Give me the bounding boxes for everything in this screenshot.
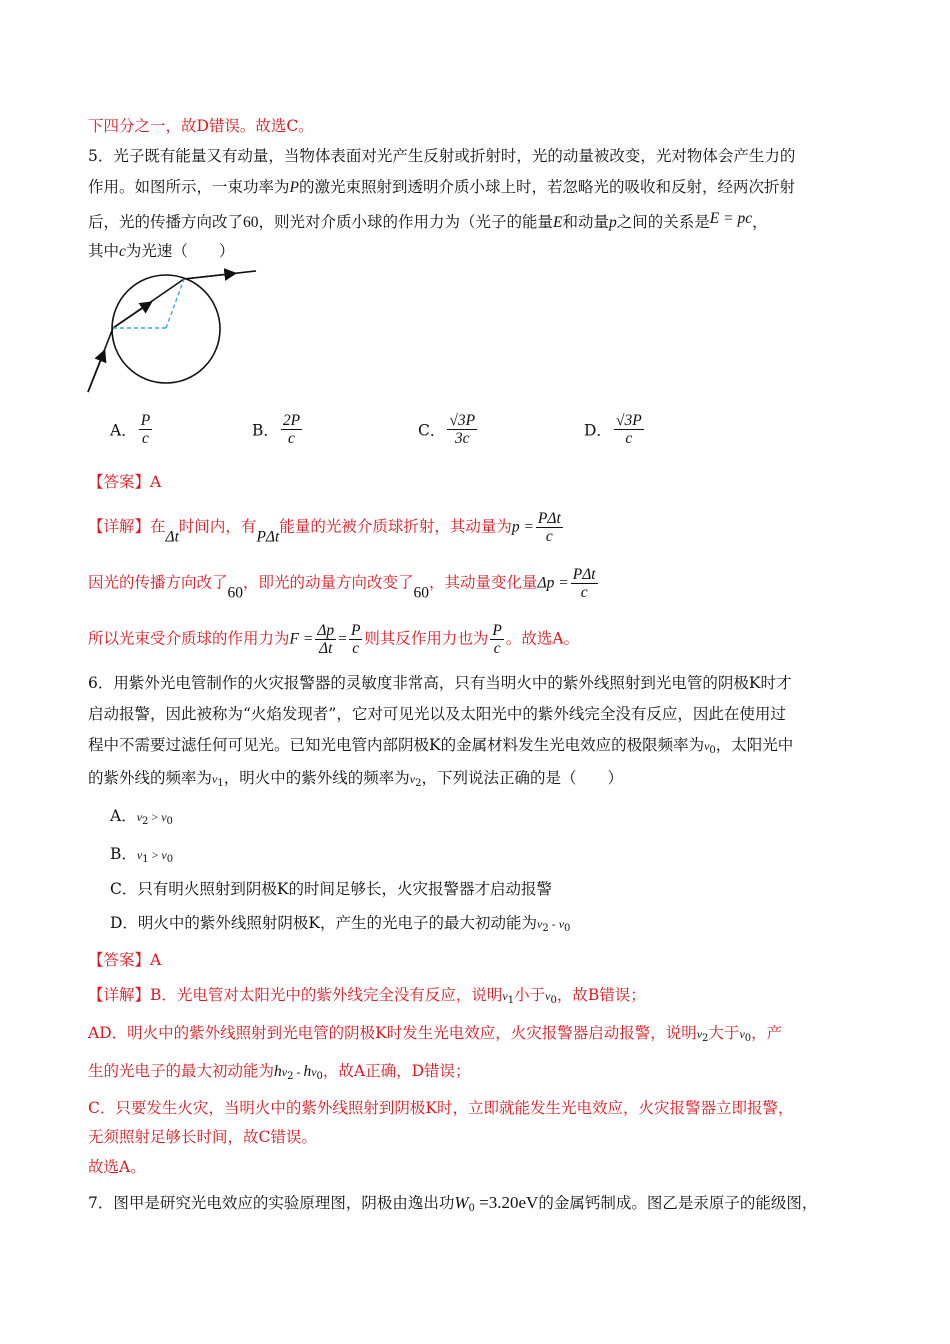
- q5-stem-line4: 其中c为光速（ ）: [88, 242, 235, 260]
- q5-stem-line2: 作用。如图所示，一束功率为P的激光束照射到透明介质小球上时，若忽略光的吸收和反射，经两次折射: [88, 178, 795, 196]
- q5-option-d[interactable]: D． $\frac{√3P}{c}$: [584, 412, 642, 447]
- q5-option-a[interactable]: A． $\frac{P}{c}$: [110, 412, 151, 447]
- prev-answer-line: 下四分之一，故D错误。故选C。: [88, 117, 314, 135]
- q6-option-d[interactable]: D．明火中的紫外线照射阴极K，产生的光电子的最大初动能为$\nu_2 - \nu_0$: [110, 914, 571, 934]
- q6-stem-line1: 6．用紫外光电管制作的火灾报警器的灵敏度非常高，只有当明火中的紫外线照射到光电管的阴极K时才: [88, 674, 792, 692]
- q5-stem-line1: 5．光子既有能量又有动量，当物体表面对光产生反射或折射时，光的动量被改变，光对物体会产生力的: [88, 147, 796, 165]
- refraction-diagram: [84, 266, 264, 398]
- q5-detail-line1: 【详解】在Δt时间内，有PΔt能量的光被介质球折射，其动量为p = $\frac{\text{PΔt}}{c}$: [88, 510, 561, 546]
- q6-stem-line4: 的紫外线的频率为$\nu_1$，明火中的紫外线的频率为$\nu_2$，下列说法正确的是（ ）: [88, 769, 623, 789]
- q6-answer: 【答案】A: [88, 951, 162, 969]
- q6-detail-line1: 【详解】B．光电管对太阳光中的紫外线完全没有反应，说明$\nu_1$小于$\nu_0$，故B错误；: [88, 986, 646, 1006]
- q6-detail-line2: AD．明火中的紫外线照射到光电管的阴极K时发生光电效应，火灾报警器启动报警，说明$\nu_2$大于$\nu_0$，产: [88, 1024, 783, 1044]
- q6-detail-line5: 无须照射足够长时间，故C错误。: [88, 1128, 317, 1146]
- normal-dashed-2: [166, 279, 184, 328]
- q6-stem-line3: 程中不需要过滤任何可见光。已知光电管内部阴极K的金属材料发生光电效应的极限频率为$\nu_0$，太阳光中: [88, 736, 794, 756]
- q6-detail-line4: C．只要发生火灾，当明火中的紫外线照射到阴极K时，立即就能发生光电效应，火灾报警器立即报警，: [88, 1099, 794, 1117]
- q5-stem-line3: 后，光的传播方向改了60，则光对介质小球的作用力为（光子的能量E和动量p之间的关系是E = pc，: [88, 210, 768, 231]
- q6-option-b[interactable]: B．$\nu_1 > \nu_0$: [110, 845, 174, 865]
- q6-stem-line2: 启动报警，因此被称为“火焰发现者”，它对可见光以及太阳光中的紫外线完全没有反应，因此在使用过: [88, 705, 786, 723]
- q6-option-c[interactable]: C．只有明火照射到阴极K的时间足够长，火灾报警器才启动报警: [110, 880, 552, 898]
- q5-detail-line3: 所以光束受介质球的作用力为F = $\frac{\Delta p}{\Delta t}$ = $\frac{P}{c}$ 则其反作用力也为 $\frac{P}{c}$ 。故选A。: [88, 622, 580, 657]
- q5-detail-line2: 因光的传播方向改了60，即光的动量方向改变了60，其动量变化量Δp = $\frac{\text{PΔt}}{c}$: [88, 566, 596, 602]
- q5-option-b[interactable]: B． $\frac{2P}{c}$: [252, 412, 301, 447]
- q6-detail-line6: 故选A。: [88, 1158, 146, 1176]
- q5-option-c[interactable]: C． $\frac{√3P}{3c}$: [418, 412, 476, 447]
- q7-stem-line1: 7．图甲是研究光电效应的实验原理图，阴极由逸出功$W_0 =3.20eV$的金属钙制成。图乙是汞原子的能级图，: [88, 1193, 818, 1214]
- q6-detail-line3: 生的光电子的最大初动能为$h\nu_2 - h\nu_0$，故A正确，D错误；: [88, 1062, 471, 1082]
- q5-answer: 【答案】A: [88, 473, 162, 491]
- q6-option-a[interactable]: A．$\nu_2 > \nu_0$: [110, 807, 173, 827]
